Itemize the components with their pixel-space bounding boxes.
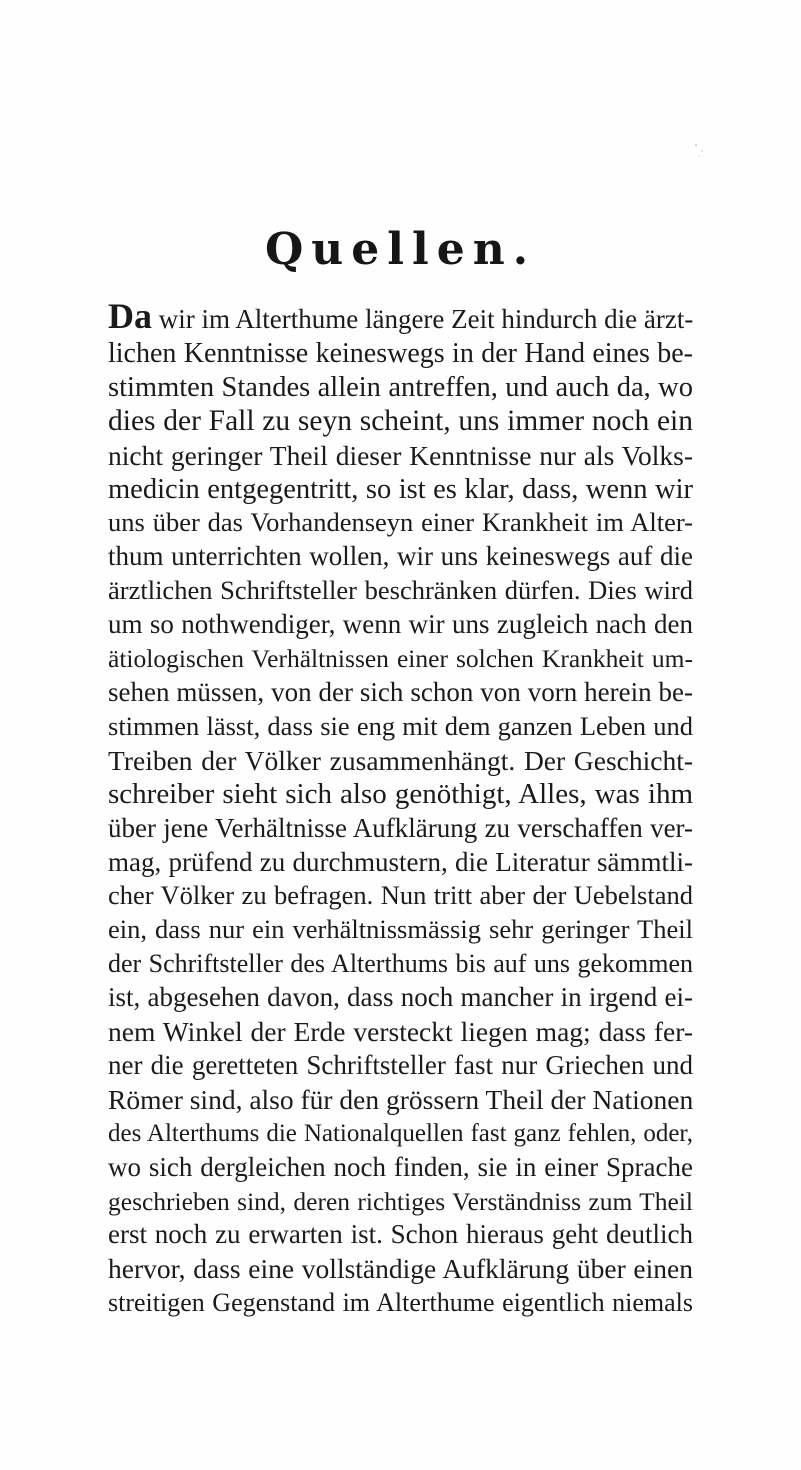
text-line: wo sich dergleichen noch finden, sie in einer Sprache xyxy=(108,1151,693,1182)
text-line: erst noch zu erwarten ist. Schon hieraus geht deutlich xyxy=(108,1219,693,1250)
text-line: geschrieben sind, deren richtiges Verständniss zum Theil xyxy=(108,1186,693,1216)
text-line: medicin entgegentritt, so ist es klar, dass, wenn wir xyxy=(108,473,693,505)
text-line: Da wir im Alterthume längere Zeit hindurch die ärzt- xyxy=(108,300,693,337)
text-line: stimmen lässt, dass sie eng mit dem ganzen Leben und xyxy=(108,710,693,741)
text-line: streitigen Gegenstand im Alterthume eigentlich niemals xyxy=(108,1288,693,1318)
text-line: ist, abgesehen davon, dass noch mancher in irgend ei- xyxy=(108,982,693,1013)
text-line: uns über das Vorhandenseyn einer Krankheit im Alter- xyxy=(108,507,693,538)
text-line: ärztlichen Schriftsteller beschränken dürfen. Dies wird xyxy=(108,575,693,606)
text-line: Römer sind, also für den grössern Theil der Nationen xyxy=(108,1083,693,1115)
paper-speck-marks xyxy=(690,140,710,160)
text-line: ner die geretteten Schriftsteller fast nur Griechen und xyxy=(108,1049,693,1080)
text-line: um so nothwendiger, wenn wir uns zugleich nach den xyxy=(108,609,693,640)
text-line: stimmten Standes allein antreffen, und auch da, wo xyxy=(108,371,693,403)
text-line: der Schriftsteller des Alterthums bis auf uns gekommen xyxy=(108,949,693,979)
text-line: cher Völker zu befragen. Nun tritt aber der Uebelstand xyxy=(108,880,693,911)
text-line: nem Winkel der Erde versteckt liegen mag; dass fer- xyxy=(108,1016,693,1048)
text-line: ätiologischen Verhältnissen einer solchen Krankheit um- xyxy=(108,644,693,674)
text-line: dies der Fall zu seyn scheint, uns immer noch ein xyxy=(108,404,693,437)
text-line: sehen müssen, von der sich schon von vorn herein be- xyxy=(108,676,693,707)
text-line: schreiber sieht sich also genöthigt, Alles, was ihm xyxy=(108,777,693,810)
text-line: nicht geringer Theil dieser Kenntnisse nur als Volks- xyxy=(108,439,693,471)
text-line: ein, dass nur ein verhältnissmässig sehr geringer Theil xyxy=(108,914,693,945)
chapter-heading: Quellen. xyxy=(264,224,537,275)
text-line: thum unterrichten wollen, wir uns keineswegs auf die xyxy=(108,541,693,572)
text-line: des Alterthums die Nationalquellen fast ganz fehlen, oder, xyxy=(108,1119,693,1147)
body-paragraph xyxy=(108,300,693,1320)
text-line: hervor, dass eine vollständige Aufklärung über einen xyxy=(108,1253,693,1285)
text-line: mag, prüfend zu durchmustern, die Literatur sämmtli- xyxy=(108,846,693,877)
drop-cap-initial: Da xyxy=(108,300,152,336)
text-line: Treiben der Völker zusammenhängt. Der Geschicht- xyxy=(108,744,693,776)
text-line: über jene Verhältnisse Aufklärung zu verschaffen ver- xyxy=(108,812,693,843)
text-line: lichen Kenntnisse keineswegs in der Hand eines be- xyxy=(108,337,693,369)
